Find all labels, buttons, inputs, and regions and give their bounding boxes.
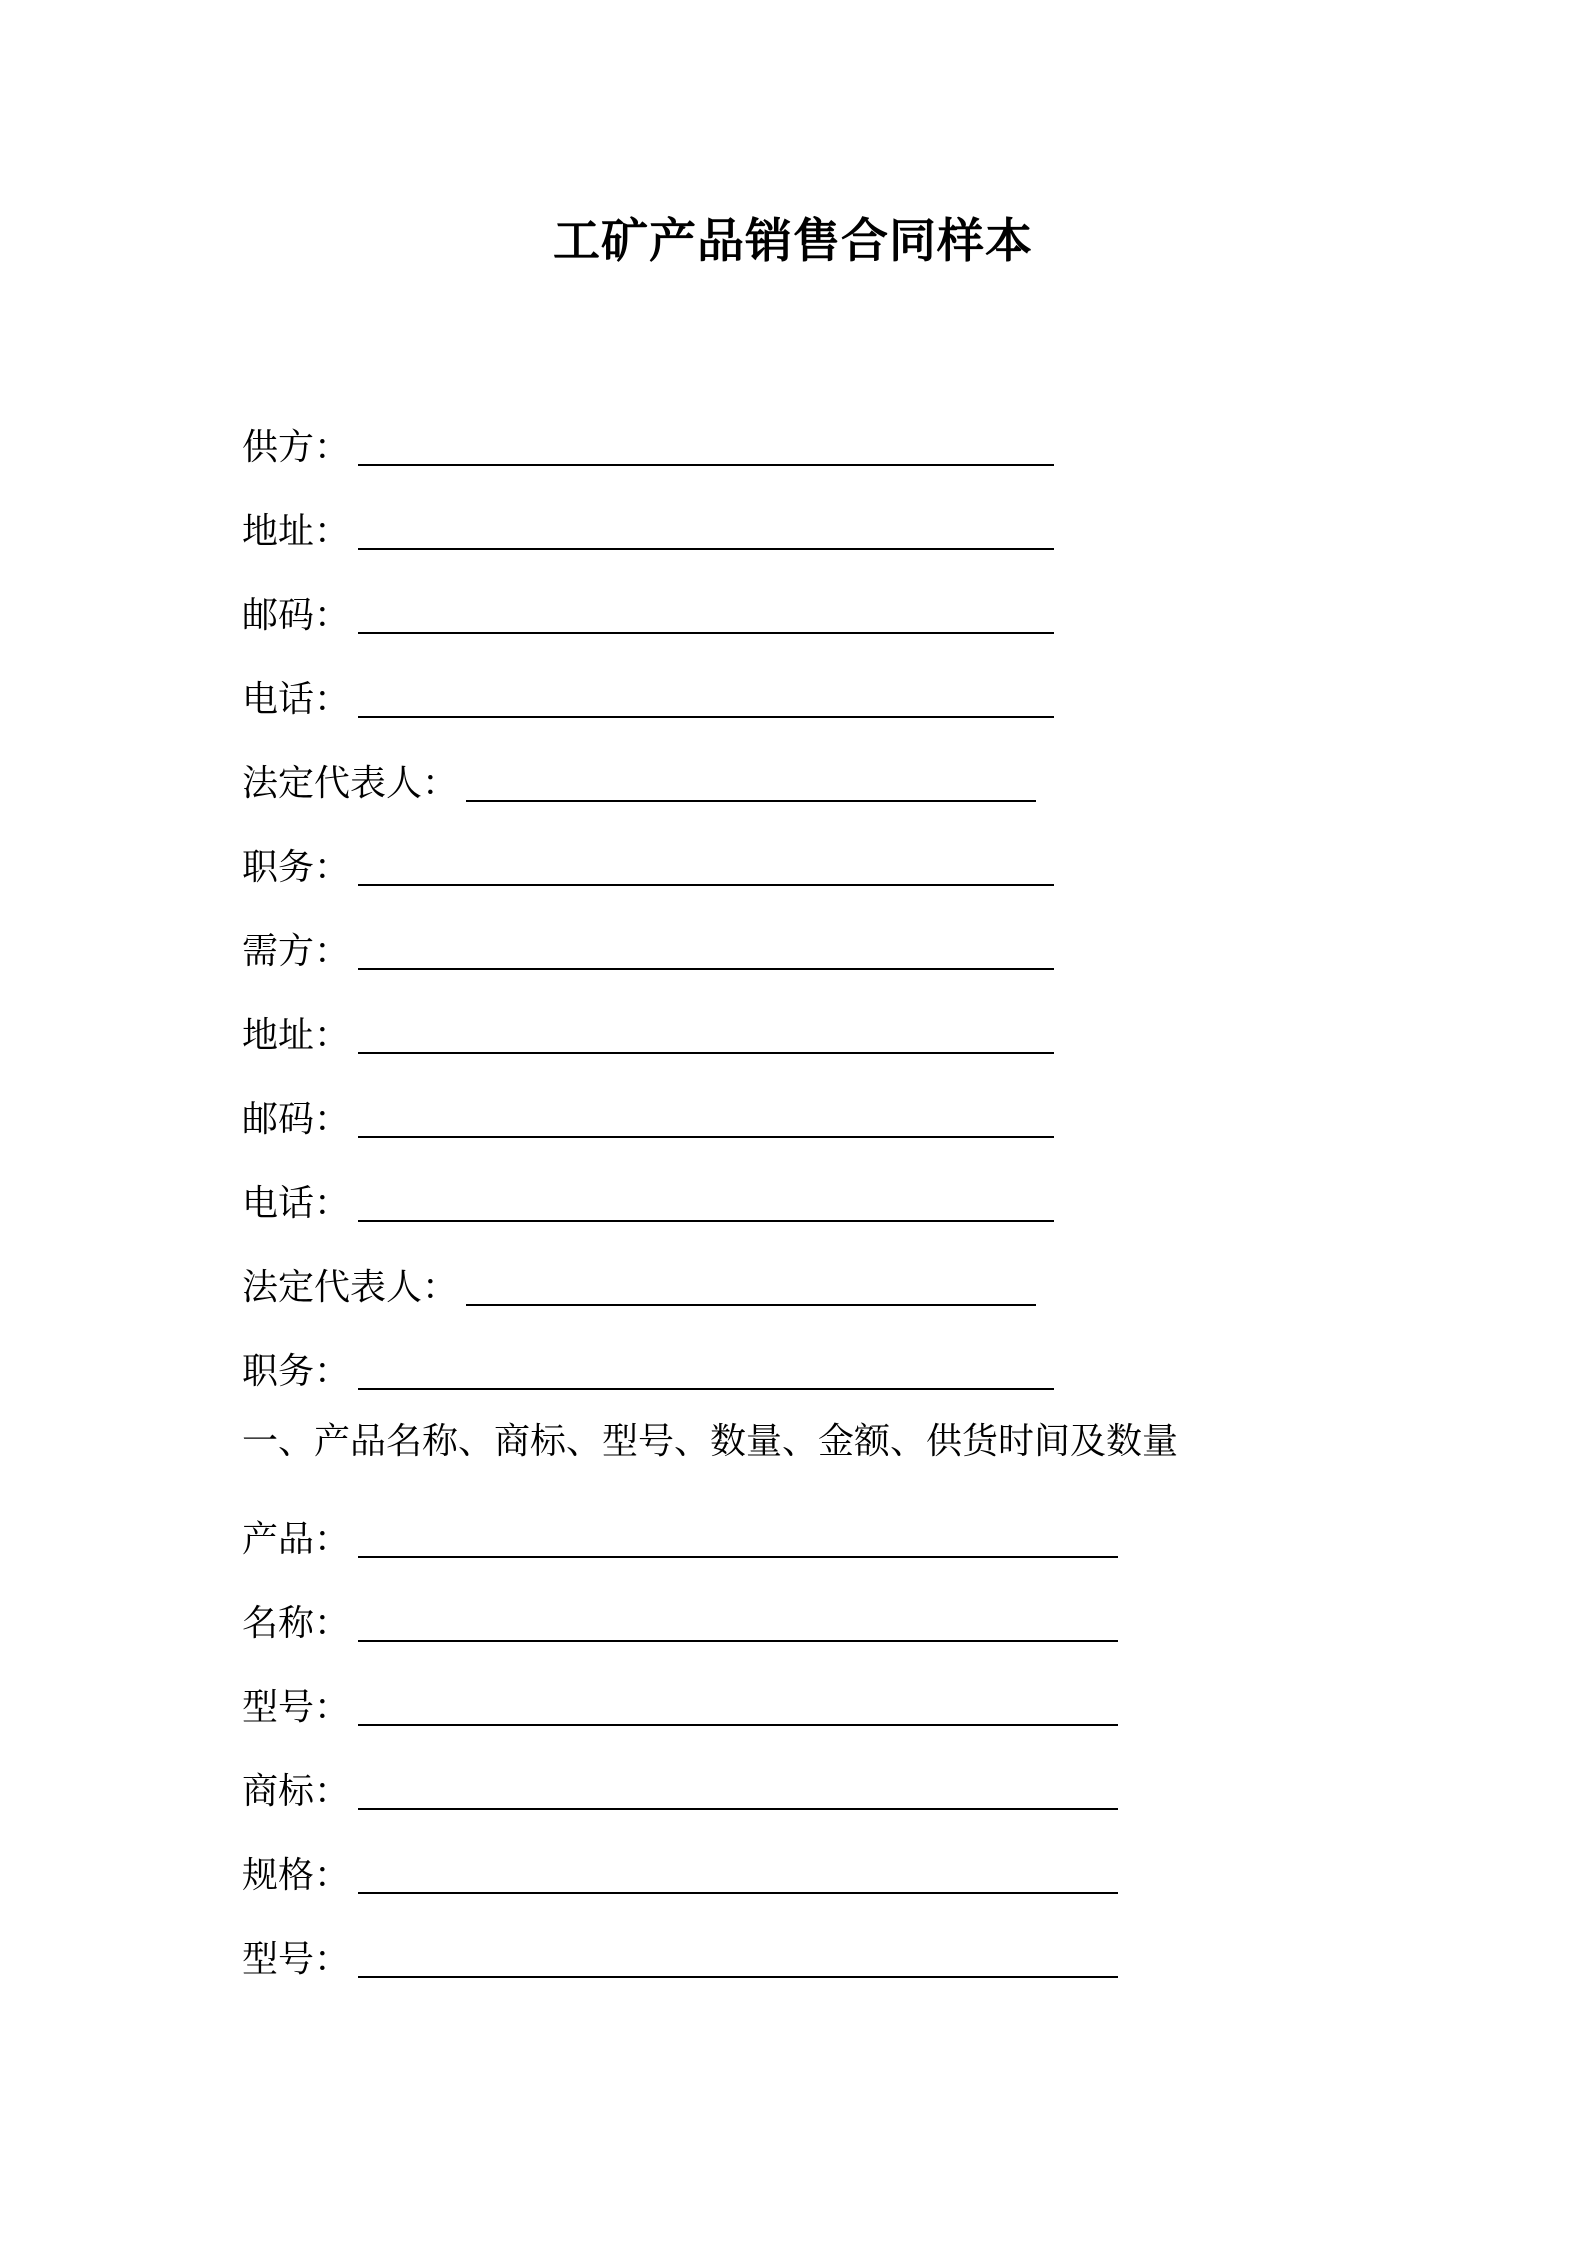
fill-in-blank[interactable] (358, 1936, 1118, 1978)
fill-in-blank[interactable] (358, 844, 1054, 886)
buyer-position-row (242, 1336, 1054, 1396)
fill-in-blank[interactable] (358, 1852, 1118, 1894)
buyer-legal-rep-row (242, 1252, 1036, 1312)
field-label: 法定代表人： (242, 763, 459, 804)
field-label: 商标： (242, 1771, 351, 1812)
product-row (242, 1504, 1118, 1564)
buyer-postcode-row (242, 1084, 1054, 1144)
product-trademark-row (242, 1756, 1118, 1816)
field-label: 产品： (242, 1519, 351, 1560)
product-spec-row (242, 1840, 1118, 1900)
product-name-row (242, 1588, 1118, 1648)
fill-in-blank[interactable] (358, 928, 1054, 970)
fill-in-blank[interactable] (358, 676, 1054, 718)
buyer-address-row (242, 1000, 1054, 1060)
product-model-row-2 (242, 1924, 1118, 1984)
fill-in-blank[interactable] (358, 1684, 1118, 1726)
field-label: 邮码： (242, 595, 351, 636)
fill-in-blank[interactable] (358, 424, 1054, 466)
fill-in-blank[interactable] (358, 592, 1054, 634)
buyer-phone-row (242, 1168, 1054, 1228)
fill-in-blank[interactable] (358, 1012, 1054, 1054)
fill-in-blank[interactable] (466, 1264, 1036, 1306)
field-label: 邮码： (242, 1099, 351, 1140)
field-label: 电话： (242, 1183, 351, 1224)
field-label: 名称： (242, 1603, 351, 1644)
buyer-name-row (242, 916, 1054, 976)
supplier-postcode-row (242, 580, 1054, 640)
fill-in-blank[interactable] (358, 1768, 1118, 1810)
supplier-name-row (242, 412, 1054, 472)
supplier-legal-rep-row (242, 748, 1036, 808)
field-label: 规格： (242, 1855, 351, 1896)
fill-in-blank[interactable] (358, 508, 1054, 550)
product-model-row (242, 1672, 1118, 1732)
field-label: 型号： (242, 1687, 351, 1728)
field-label: 电话： (242, 679, 351, 720)
supplier-position-row (242, 832, 1054, 892)
field-label: 职务： (242, 847, 351, 888)
fill-in-blank[interactable] (358, 1516, 1118, 1558)
document-title: 工矿产品销售合同样本 (553, 214, 1033, 269)
fill-in-blank[interactable] (358, 1180, 1054, 1222)
field-label: 地址： (242, 511, 351, 552)
field-label: 供方： (242, 427, 351, 468)
section-heading: 一、产品名称、商标、型号、数量、金额、供货时间及数量 (242, 1421, 1179, 1462)
field-label: 职务： (242, 1351, 351, 1392)
fill-in-blank[interactable] (358, 1348, 1054, 1390)
supplier-address-row (242, 496, 1054, 556)
field-label: 地址： (242, 1015, 351, 1056)
fill-in-blank[interactable] (358, 1096, 1054, 1138)
fill-in-blank[interactable] (466, 760, 1036, 802)
field-label: 需方： (242, 931, 351, 972)
supplier-phone-row (242, 664, 1054, 724)
field-label: 法定代表人： (242, 1267, 459, 1308)
fill-in-blank[interactable] (358, 1600, 1118, 1642)
field-label: 型号： (242, 1939, 351, 1980)
